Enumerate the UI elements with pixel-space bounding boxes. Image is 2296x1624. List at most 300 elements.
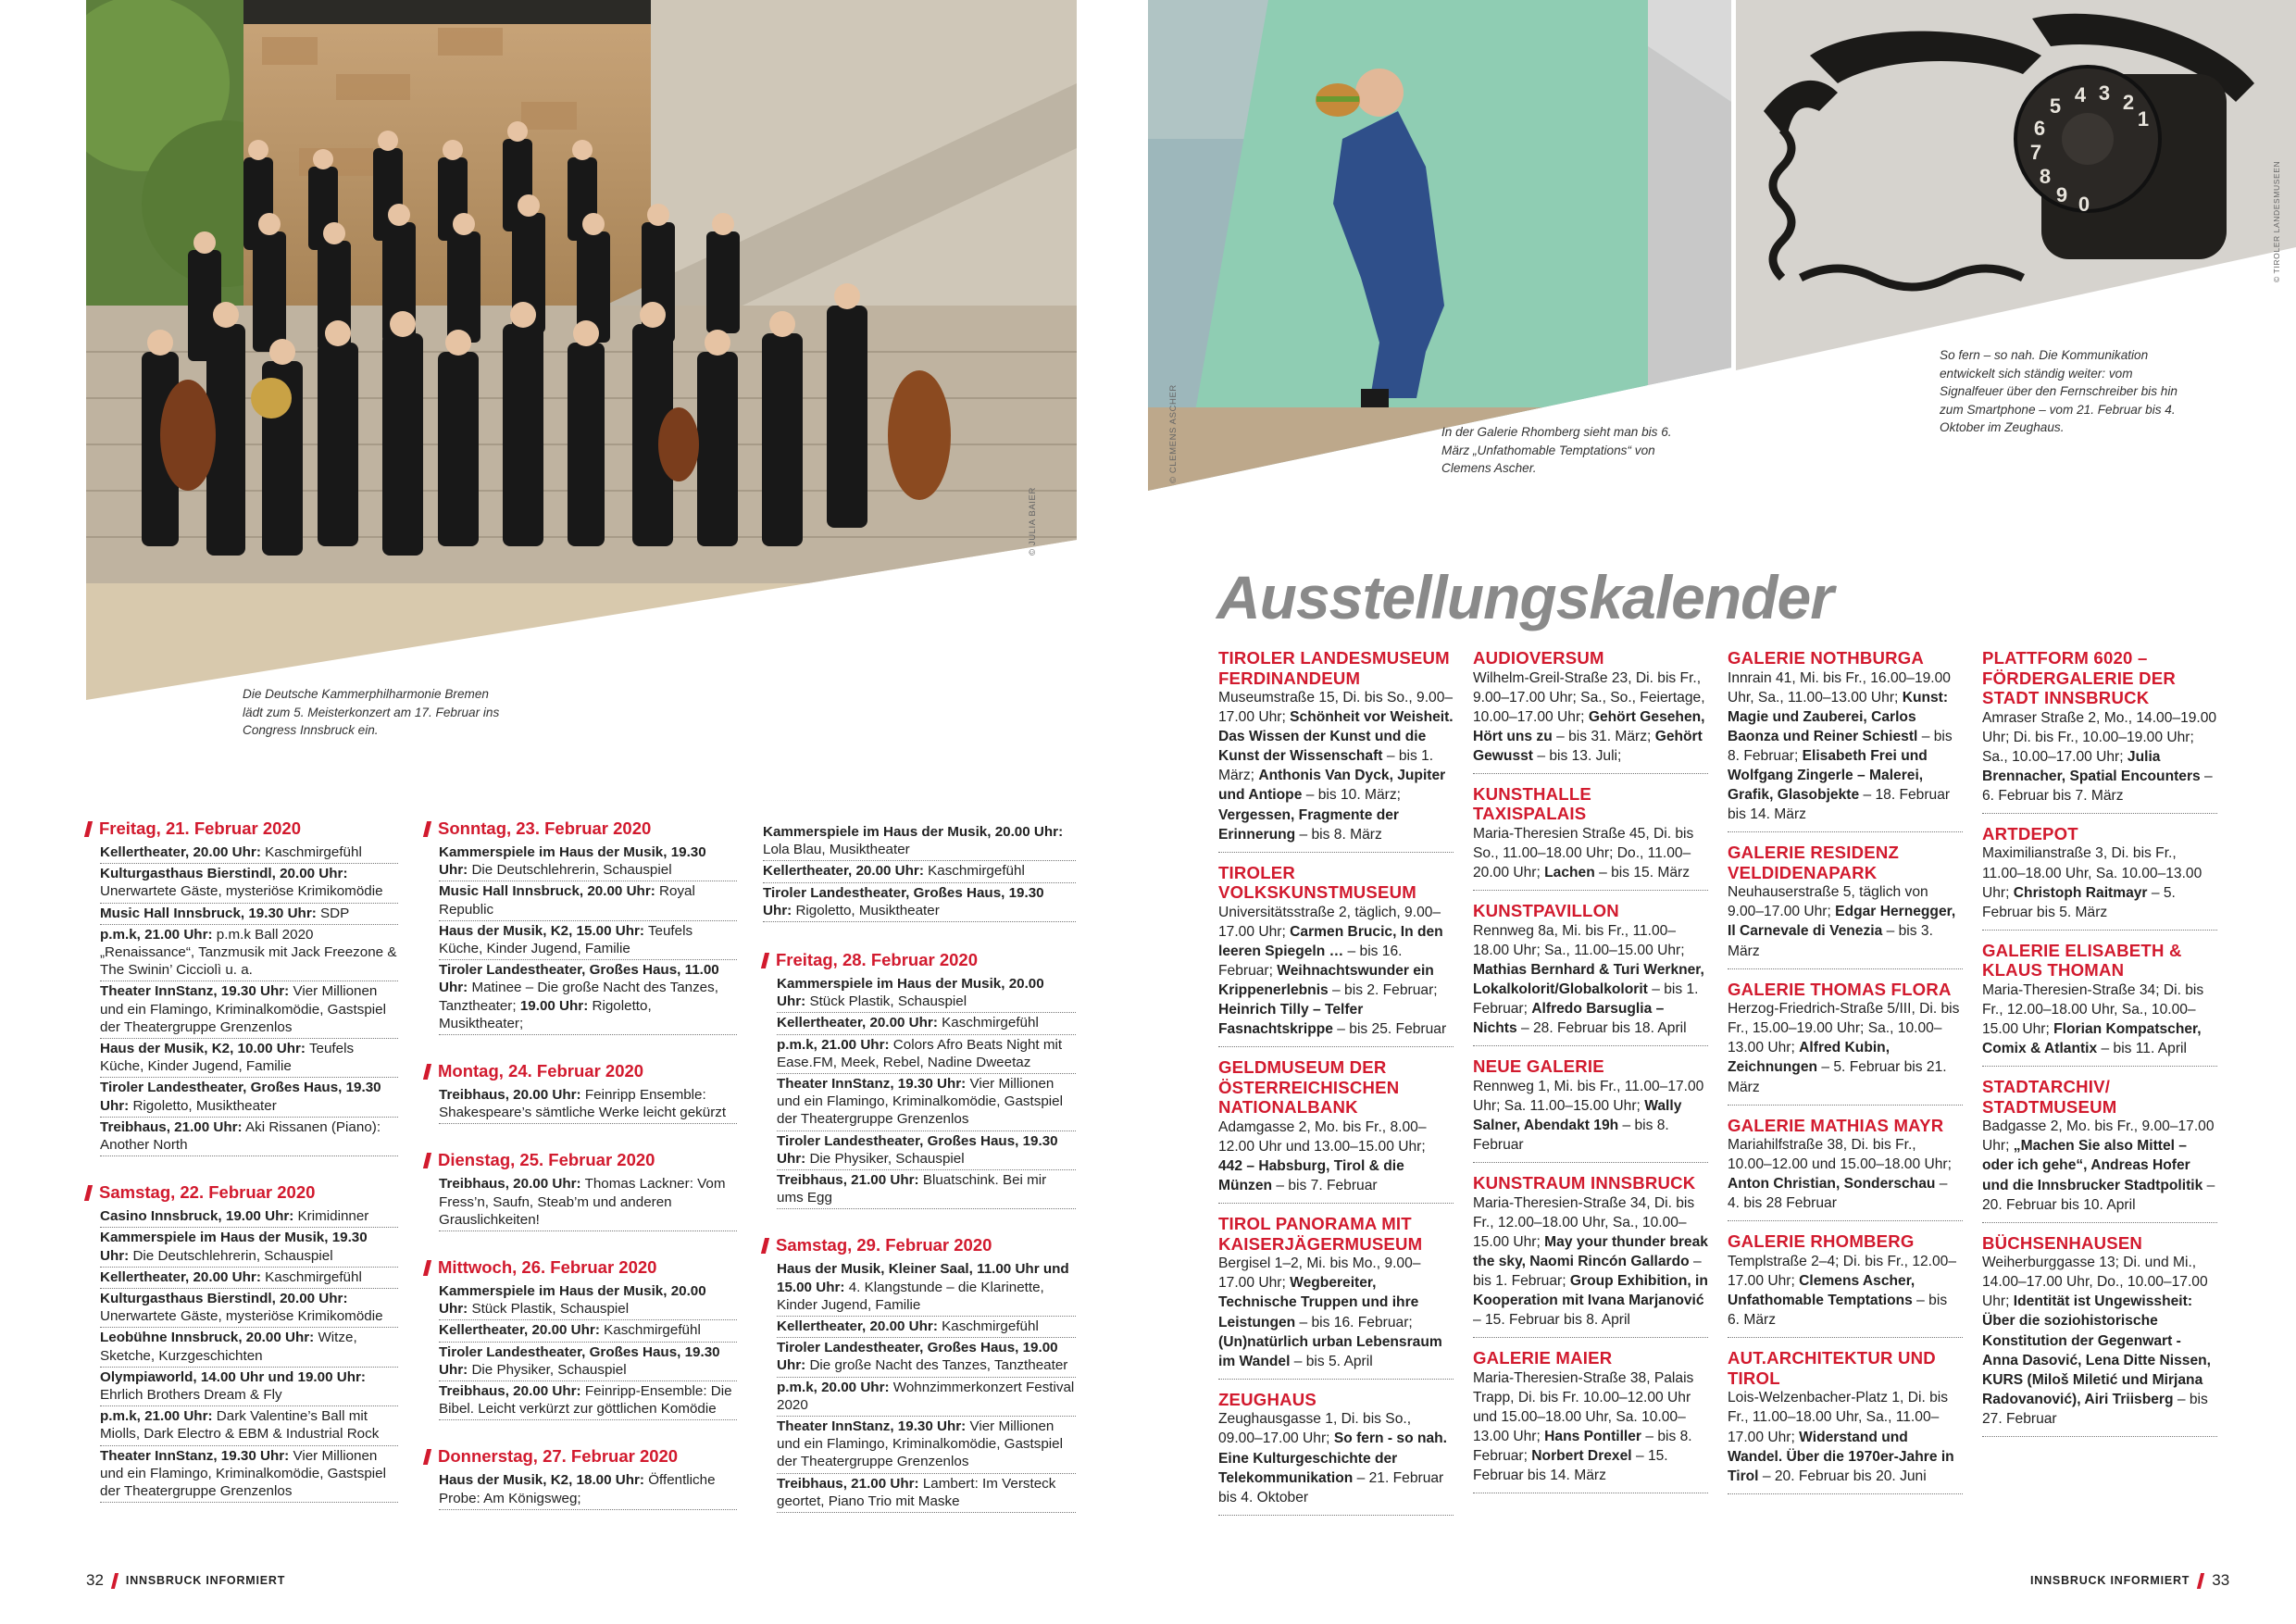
- page-number-left: 32: [86, 1571, 104, 1589]
- events-column-1: [86, 818, 398, 1529]
- day-block: [425, 1061, 737, 1124]
- day-date: Freitag, 28. Februar 2020: [776, 950, 978, 970]
- day-heading: [425, 1061, 737, 1081]
- event-venue: Kammerspiele im Haus der Musik, 20.00 Uhr:: [439, 1283, 706, 1318]
- exhibition-title: So fern - so nah. Eine Kulturgeschichte der Telekommunikation: [1218, 1430, 1448, 1486]
- exhibition-title: „Machen Sie also Mittel – oder ich gehe“, Andreas Hofer und die Innsbrucker Stadtpolitik: [1982, 1138, 2203, 1193]
- exhibition-entry: [1728, 1231, 1963, 1338]
- event-item: [100, 843, 398, 864]
- exhibition-info: – bis 7. Februar: [1272, 1178, 1378, 1194]
- exhibition-info: – bis 1. Februar;: [1473, 981, 1699, 1018]
- event-title: Die große Nacht des Tanzes, Tanztheater: [809, 1357, 1068, 1374]
- event-venue: Kellertheater, 20.00 Uhr:: [777, 1318, 938, 1335]
- exhibition-info: Wilhelm-Greil-Straße 23, Di. bis Fr., 9.00–17.00 Uhr; Sa., So., Feiertage, 10.00–17.00 Uhr;: [1473, 669, 1705, 725]
- exhibition-details: [1473, 824, 1708, 891]
- exhibition-venue-name: TIROL PANORAMA MIT KAISERJÄGERMUSEUM: [1218, 1214, 1423, 1254]
- event-item: [100, 925, 398, 982]
- event-item: [100, 1446, 398, 1504]
- day-block: [425, 1257, 737, 1420]
- exhibition-venue-name: KUNSTPAVILLON: [1473, 901, 1619, 921]
- exhibition-info: – 4. bis 28 Februar: [1728, 1176, 1948, 1212]
- event-venue: Treibhaus, 21.00 Uhr:: [100, 1118, 243, 1135]
- exhibition-title: May your thunder break the sky, Naomi Rincón Gallardo: [1473, 1233, 1708, 1269]
- event-title: Vier Millionen und ein Flamingo, Kriminalkomödie, Gastspiel der Theatergruppe Grenzenlos: [100, 1447, 386, 1500]
- exhibition-venue-name: AUDIOVERSUM: [1473, 648, 1604, 668]
- exhibition-info: – bis 8. Februar: [1473, 1118, 1669, 1154]
- exhibition-venue-name: GALERIE MATHIAS MAYR: [1728, 1115, 1944, 1135]
- exhibition-info: – bis 3. März: [1728, 923, 1933, 959]
- exhibition-info: Mariahilfstraße 38, Di. bis Fr., 10.00–12.00 und 15.00–18.00 Uhr;: [1728, 1137, 1952, 1173]
- event-item: [439, 843, 737, 881]
- exhibition-info: – bis 15. März: [1594, 865, 1691, 881]
- dial-digit: 1: [2137, 107, 2150, 131]
- event-item: [100, 904, 398, 925]
- slash-marker: [111, 1573, 119, 1589]
- event-item: [439, 1281, 737, 1320]
- exhibition-info: – bis 16. Februar;: [1218, 943, 1403, 980]
- exhibition-info: – bis 8. Februar;: [1473, 1429, 1692, 1465]
- exhibition-info: Weiherburggasse 13; Di. und Mi., 14.00–17.00 Uhr, Do., 10.00–17.00 Uhr;: [1982, 1255, 2208, 1310]
- exhibition-title: Group Exhibition, in Kooperation mit Ivana Marjanović: [1473, 1273, 1708, 1309]
- exhibition-info: Rennweg 1, Mi. bis Fr., 11.00–17.00 Uhr; Sa. 11.00–15.00 Uhr;: [1473, 1078, 1704, 1114]
- day-date: Donnerstag, 27. Februar 2020: [438, 1446, 679, 1467]
- footer-right: [2030, 1571, 2229, 1590]
- exhibition-entry: [1218, 1214, 1454, 1380]
- exhibition-details: [1218, 1118, 1454, 1204]
- event-venue: p.m.k, 21.00 Uhr:: [777, 1036, 890, 1053]
- event-venue: Treibhaus, 21.00 Uhr:: [777, 1172, 919, 1189]
- event-item: [100, 1289, 398, 1328]
- event-item: [100, 1268, 398, 1289]
- exhibition-info: Badgasse 2, Mo. bis Fr., 9.00–17.00 Uhr;: [1982, 1118, 2215, 1155]
- exhibition-info: Templstraße 2–4; Di. bis Fr., 12.00–17.00 Uhr;: [1728, 1253, 1957, 1290]
- exhibition-info: – bis 5. April: [1290, 1353, 1373, 1369]
- event-item: [100, 1206, 398, 1228]
- event-venue: p.m.k, 20.00 Uhr:: [777, 1379, 890, 1395]
- slash-marker: [84, 1185, 93, 1201]
- event-venue: Kellertheater, 20.00 Uhr:: [763, 863, 924, 880]
- photo-credit: © JULIA BAIER: [1028, 487, 1038, 556]
- event-venue: Theater InnStanz, 19.30 Uhr:: [777, 1418, 967, 1435]
- exhibition-info: – bis 16. Februar;: [1295, 1314, 1413, 1330]
- exhibition-title: Alfredo Barsuglia – Nichts: [1473, 1001, 1665, 1037]
- event-venue: Treibhaus, 20.00 Uhr:: [439, 1087, 581, 1104]
- event-title: Rigoletto, Musiktheater: [132, 1097, 277, 1114]
- event-venue: Treibhaus, 21.00 Uhr:: [777, 1475, 919, 1492]
- event-title: Matinee – Die große Nacht des Tanzes, Tanztheater;: [439, 980, 718, 1014]
- slash-marker: [423, 1260, 431, 1276]
- exhibition-info: Innrain 41, Mi. bis Fr., 16.00–19.00 Uhr, Sa., 11.00–13.00 Uhr;: [1728, 669, 1951, 706]
- day-heading: [763, 1235, 1076, 1255]
- event-item: [777, 1074, 1076, 1131]
- exhibition-title: Heinrich Tilly – Telfer Fasnachtskrippe: [1218, 1002, 1364, 1038]
- exhibition-details: [1728, 1252, 1963, 1338]
- exhibition-details: [1728, 882, 1963, 968]
- exhibition-title: Wegbereiter, Technische Truppen und ihre Leistungen: [1218, 1275, 1419, 1330]
- slash-marker: [84, 821, 93, 837]
- photo-credit-phone: © TIROLER LANDESMUSEEN: [2272, 160, 2281, 282]
- exhibition-title: Vergessen, Fragmente der Erinnerung: [1218, 806, 1400, 843]
- exhibition-title: Gehört Gewusst: [1473, 728, 1703, 764]
- exhibition-details: [1473, 1193, 1708, 1339]
- event-item: [763, 883, 1076, 922]
- slash-marker: [423, 821, 431, 837]
- exhibition-title: Florian Kompatscher, Comix & Atlantix: [1982, 1021, 2202, 1057]
- exhibition-title: Anton Christian, Sonderschau: [1728, 1176, 1936, 1193]
- event-title: Rigoletto, Musiktheater;: [439, 997, 652, 1031]
- day-heading: [425, 1150, 737, 1170]
- slash-marker: [423, 1153, 431, 1168]
- exhibition-title: Weihnachtswunder ein Krippenerlebnis: [1218, 963, 1434, 999]
- exhibition-info: – bis 1. März;: [1218, 748, 1434, 784]
- event-item: [100, 864, 398, 903]
- footer-left: [86, 1571, 285, 1590]
- exhibition-venue-name: ZEUGHAUS: [1218, 1389, 1316, 1409]
- day-heading: [86, 1182, 398, 1203]
- exhibition-title: Lachen: [1544, 865, 1595, 881]
- event-title: Lola Blau, Musiktheater: [763, 842, 910, 858]
- exhibition-info: – 28. Februar bis 18. April: [1516, 1020, 1687, 1037]
- exhibition-entry: [1473, 784, 1708, 891]
- event-item: [100, 1118, 398, 1156]
- exhibition-details: [1982, 1117, 2217, 1222]
- photo-credit-burger: © CLEMENS ASCHER: [1168, 384, 1179, 483]
- exhibition-details: [1982, 1253, 2217, 1437]
- exhibition-info: – 5. Februar bis 21. März: [1728, 1059, 1947, 1095]
- event-venue: Treibhaus, 20.00 Uhr:: [439, 1176, 581, 1193]
- event-title: Teufels Küche, Kinder Jugend, Familie: [100, 1041, 355, 1075]
- event-title: Stück Plastik, Schauspiel: [471, 1301, 630, 1318]
- event-venue: 19.00 Uhr:: [519, 997, 589, 1014]
- dial-digit: 9: [2055, 183, 2068, 206]
- events-column-2: [425, 818, 737, 1536]
- day-block: [86, 1182, 398, 1503]
- exhibition-venue-name: TIROLER VOLKSKUNSTMUSEUM: [1218, 862, 1416, 903]
- event-item: [439, 1381, 737, 1420]
- dial-digit: 7: [2029, 141, 2042, 164]
- slash-marker: [761, 1238, 769, 1254]
- event-venue: Kellertheater, 20.00 Uhr:: [100, 1268, 261, 1285]
- day-block: [425, 1446, 737, 1509]
- exhibition-venue-name: GALERIE NOTHBURGA: [1728, 648, 1925, 668]
- exhibition-info: – bis 25. Februar: [1332, 1021, 1447, 1038]
- exhibition-info: – 15. Februar bis 14. März: [1473, 1448, 1668, 1484]
- photo-caption: Die Deutsche Kammerphilharmonie Bremen lädt zum 5. Meisterkonzert am 17. Februar ins Congress Innsbruck ein.: [243, 687, 500, 737]
- event-title: Unerwartete Gäste, mysteriöse Krimikomödie: [100, 883, 383, 900]
- exhibition-entry: [1473, 1173, 1708, 1338]
- exhibition-details: [1218, 1254, 1454, 1380]
- event-item: [777, 1013, 1076, 1034]
- exhibition-entry: [1982, 941, 2217, 1067]
- exhibition-info: Museumstraße 15, Di. bis So., 9.00–17.00 Uhr;: [1218, 690, 1454, 726]
- event-title: Colors Afro Beats Night mit Ease.FM, Meek, Rebel, Nadine Dweetaz: [777, 1036, 1063, 1070]
- event-venue: Olympiaworld, 14.00 Uhr und 19.00 Uhr:: [100, 1368, 366, 1385]
- event-item: [100, 1406, 398, 1445]
- exhibition-entry: [1218, 648, 1454, 853]
- footer-label-right: INNSBRUCK INFORMIERT: [2030, 1574, 2190, 1587]
- exhibition-info: – bis 8. März: [1295, 826, 1382, 843]
- event-item: [100, 981, 398, 1039]
- event-title: 4. Klangstunde – die Klarinette, Kinder Jugend, Familie: [777, 1279, 1044, 1313]
- event-item: [100, 1368, 398, 1406]
- day-heading: [425, 1257, 737, 1278]
- event-venue: p.m.k, 21.00 Uhr:: [100, 1408, 213, 1425]
- exhibition-entry: [1473, 901, 1708, 1046]
- event-venue: Tiroler Landestheater, Großes Haus, 11.00 Uhr:: [439, 962, 719, 996]
- exhibition-venue-name: PLATTFORM 6020 – FÖRDERGALERIE DER STADT INNSBRUCK: [1982, 648, 2176, 707]
- event-venue: Theater InnStanz, 19.30 Uhr:: [100, 1447, 290, 1464]
- exhibition-title: Wally Salner, Abendakt 19h: [1473, 1097, 1682, 1133]
- event-title: Kaschmirgefühl: [942, 1015, 1039, 1031]
- exhibition-entry: [1728, 1116, 1963, 1222]
- event-item: [439, 1320, 737, 1342]
- exhibition-info: – bis 31. März;: [1552, 728, 1655, 744]
- event-title: Kaschmirgefühl: [265, 1268, 362, 1285]
- exhibition-info: Adamgasse 2, Mo. bis Fr., 8.00–12.00 Uhr und 13.00–15.00 Uhr;: [1218, 1118, 1427, 1155]
- exhibition-info: – bis 1. Februar;: [1473, 1253, 1702, 1290]
- event-title: Öffentliche Probe: Am Königsweg;: [439, 1472, 716, 1506]
- exhibition-venue-name: BÜCHSENHAUSEN: [1982, 1232, 2143, 1253]
- exhibition-title: Gehört Gesehen, Hört uns zu: [1473, 708, 1705, 744]
- event-venue: Haus der Musik, K2, 10.00 Uhr:: [100, 1041, 306, 1057]
- event-venue: Kellertheater, 20.00 Uhr:: [777, 1015, 938, 1031]
- exhibition-title: Anthonis Van Dyck, Jupiter und Antiope: [1218, 768, 1446, 804]
- event-venue: Tiroler Landestheater, Großes Haus, 19.00 Uhr:: [777, 1340, 1058, 1374]
- event-title: Kaschmirgefühl: [265, 844, 362, 860]
- exhibition-title: Schönheit vor Weisheit. Das Wissen der Kunst und die Kunst der Wissenschaft: [1218, 709, 1454, 765]
- event-title: Aki Rissanen (Piano): Another North: [100, 1118, 381, 1154]
- event-venue: Treibhaus, 20.00 Uhr:: [439, 1383, 581, 1400]
- event-item: [100, 1328, 398, 1367]
- event-title: Witze, Sketche, Kurzgeschichten: [100, 1330, 357, 1364]
- event-title: p.m.k Ball 2020 „Renaissance“, Tanzmusik mit Jack Freezone & The Swinin’ Cicciolì u. a.: [100, 926, 397, 979]
- dial-digit: 2: [2122, 91, 2135, 114]
- event-venue: Kammerspiele im Haus der Musik, 20.00 Uhr:: [763, 824, 1064, 840]
- exhibition-venue-name: NEUE GALERIE: [1473, 1056, 1604, 1077]
- event-item: [100, 1078, 398, 1117]
- exhibition-column-4: [1982, 648, 2217, 1447]
- event-venue: Haus der Musik, K2, 15.00 Uhr:: [439, 922, 644, 939]
- day-date: Dienstag, 25. Februar 2020: [438, 1150, 655, 1170]
- day-date: Sonntag, 23. Februar 2020: [438, 818, 652, 838]
- exhibition-info: Maria-Theresien-Straße 34, Di. bis Fr., 12.00–18.00 Uhr, Sa., 10.00–15.00 Uhr;: [1473, 1194, 1695, 1250]
- exhibition-entry: [1473, 648, 1708, 774]
- page-number-right: 33: [2212, 1571, 2230, 1589]
- exhibition-title: Christoph Raitmayr: [2013, 884, 2148, 901]
- event-title: Die Deutschlehrerin, Schauspiel: [132, 1247, 333, 1264]
- exhibition-info: Maria-Theresien-Straße 38, Palais Trapp, Di. bis Fr. 10.00–12.00 Uhr und 15.00–18.00 Uhr, Sa. 10.00–13.00 Uhr;: [1473, 1369, 1694, 1445]
- event-venue: Theater InnStanz, 19.30 Uhr:: [777, 1076, 967, 1093]
- event-item: [777, 1338, 1076, 1377]
- day-date: Freitag, 21. Februar 2020: [99, 818, 301, 838]
- event-item: [777, 1170, 1076, 1209]
- exhibition-info: Amraser Straße 2, Mo., 14.00–19.00 Uhr; Di. bis Fr., 10.00–19.00 Uhr; Sa., 10.00–17.00 Uhr;: [1982, 709, 2217, 765]
- exhibition-title: Clemens Ascher, Unfathomable Temptations: [1728, 1273, 1915, 1309]
- exhibition-venue-name: GALERIE RESIDENZ VELDIDENAPARK: [1728, 843, 1900, 882]
- event-title: Vier Millionen und ein Flamingo, Kriminalkomödie, Gastspiel der Theatergruppe Grenzenlos: [777, 1418, 1063, 1470]
- event-venue: Kellertheater, 20.00 Uhr:: [439, 1322, 600, 1339]
- slash-marker: [423, 1064, 431, 1080]
- event-title: Royal Republic: [439, 883, 695, 918]
- exhibition-entry: [1982, 1077, 2217, 1222]
- event-title: Ehrlich Brothers Dream & Fly: [100, 1387, 282, 1404]
- exhibition-info: – 15. Februar bis 8. April: [1473, 1312, 1630, 1329]
- exhibition-entry: [1728, 648, 1963, 832]
- exhibition-details: [1473, 1077, 1708, 1163]
- event-venue: Music Hall Innsbruck, 19.30 Uhr:: [100, 905, 317, 921]
- exhibition-entry: [1218, 1390, 1454, 1516]
- event-title: Stück Plastik, Schauspiel: [809, 993, 967, 1010]
- event-item: [777, 1035, 1076, 1074]
- exhibition-title: Julia Brennacher, Spatial Encounters: [1982, 748, 2201, 784]
- event-title: Thomas Lackner: Vom Fress’n, Saufn, Steab’m und anderen Grauslichkeiten!: [439, 1176, 726, 1228]
- event-venue: Casino Innsbruck, 19.00 Uhr:: [100, 1208, 294, 1225]
- day-block: [86, 818, 398, 1156]
- exhibition-title: Carmen Brucic, In den leeren Spiegeln …: [1218, 923, 1443, 959]
- event-title: Kaschmirgefühl: [942, 1318, 1039, 1335]
- event-title: SDP: [320, 905, 350, 921]
- exhibition-column-3: [1728, 648, 1963, 1505]
- exhibition-info: Herzog-Friedrich-Straße 5/III, Di. bis Fr., 15.00–19.00 Uhr; Sa., 10.00–13.00 Uhr;: [1728, 1001, 1960, 1056]
- exhibition-info: – bis 6. März: [1728, 1293, 1948, 1329]
- event-venue: p.m.k, 21.00 Uhr:: [100, 926, 213, 943]
- exhibition-details: [1473, 921, 1708, 1047]
- exhibition-entry: [1473, 1348, 1708, 1493]
- day-heading: [425, 1446, 737, 1467]
- events-column-3: [763, 822, 1076, 1539]
- event-venue: Tiroler Landestheater, Großes Haus, 19.30 Uhr:: [100, 1080, 381, 1114]
- day-heading: [86, 818, 398, 839]
- exhibition-entry: [1728, 843, 1963, 968]
- event-title: Dark Valentine’s Ball mit Miolls, Dark Electro & EBM & Industrial Rock: [100, 1408, 380, 1443]
- dial-digit: 6: [2033, 117, 2046, 140]
- exhibition-entry: [1982, 648, 2217, 814]
- slash-marker: [2197, 1573, 2204, 1589]
- exhibition-column-2: [1473, 648, 1708, 1504]
- dial-digit: 3: [2098, 81, 2111, 105]
- exhibition-info: Maximilianstraße 3, Di. bis Fr., 11.00–18.00 Uhr, Sa. 10.00–13.00 Uhr;: [1982, 845, 2202, 901]
- exhibition-title: (Un)natürlich urban Lebensraum im Wandel: [1218, 1333, 1442, 1369]
- exhibition-info: – 6. Februar bis 7. März: [1982, 768, 2213, 804]
- event-venue: Haus der Musik, K2, 18.00 Uhr:: [439, 1472, 644, 1489]
- event-item: [777, 1317, 1076, 1338]
- event-title: Lambert: Im Versteck geortet, Piano Trio mit Maske: [777, 1475, 1056, 1509]
- exhibition-calendar-title: Ausstellungskalender: [1217, 563, 1833, 631]
- event-item: [439, 1085, 737, 1124]
- exhibition-entry: [1982, 1233, 2217, 1437]
- exhibition-details: [1728, 1388, 1963, 1493]
- event-title: Die Deutschlehrerin, Schauspiel: [471, 862, 672, 879]
- exhibition-info: – bis 27. Februar: [1982, 1391, 2208, 1427]
- exhibition-title: Widerstand und Wandel. Über die 1970er-Jahre in Tirol: [1728, 1429, 1954, 1484]
- event-item: [763, 861, 1076, 882]
- exhibition-title: Mathias Bernhard & Turi Werkner, Lokalkolorit/Globalkolorit: [1473, 961, 1704, 998]
- event-title: Bluatschink. Bei mir ums Egg: [777, 1172, 1047, 1206]
- dial-digit: 0: [2078, 193, 2090, 216]
- exhibition-info: – bis 8. Februar;: [1728, 728, 1953, 764]
- event-item: [100, 1228, 398, 1267]
- exhibition-info: Rennweg 8a, Mi. bis Fr., 11.00–18.00 Uhr; Sa., 11.00–15.00 Uhr;: [1473, 922, 1685, 958]
- event-title: Teufels Küche, Kinder Jugend, Familie: [439, 922, 693, 957]
- exhibition-title: Alfred Kubin, Zeichnungen: [1728, 1040, 1890, 1076]
- event-title: Vier Millionen und ein Flamingo, Kriminalkomödie, Gastspiel der Theatergruppe Grenzenlos: [100, 983, 386, 1035]
- day-block: [763, 1235, 1076, 1513]
- event-title: Krimidinner: [297, 1208, 369, 1225]
- exhibition-info: Universitätsstraße 2, täglich, 9.00–17.00 Uhr;: [1218, 904, 1441, 940]
- event-venue: Kellertheater, 20.00 Uhr:: [100, 844, 261, 860]
- phone-caption: So fern – so nah. Die Kommunikation entwickelt sich ständig weiter: vom Signalfeuer über den Fernschreiber bis hin zum Smartphone – vom 21. Februar bis 4. Oktober im Zeughaus.: [1940, 348, 2177, 434]
- event-venue: Kulturgasthaus Bierstindl, 20.00 Uhr:: [100, 866, 348, 882]
- exhibition-column-1: [1218, 648, 1454, 1526]
- exhibition-info: Bergisel 1–2, Mi. bis Mo., 9.00–17.00 Uhr;: [1218, 1255, 1421, 1292]
- exhibition-entry: [1473, 1056, 1708, 1163]
- orchestra-photo: [86, 0, 1077, 700]
- exhibition-details: [1728, 668, 1963, 833]
- event-venue: Kammerspiele im Haus der Musik, 19.30 Uhr:: [100, 1230, 368, 1264]
- event-item: [777, 1378, 1076, 1417]
- event-item: [439, 1174, 737, 1231]
- day-heading: [763, 950, 1076, 970]
- day-date: Mittwoch, 26. Februar 2020: [438, 1257, 657, 1278]
- exhibition-title: Edgar Hernegger, Il Carnevale di Venezia: [1728, 904, 1956, 940]
- event-item: [777, 1417, 1076, 1474]
- day-heading: [425, 818, 737, 839]
- exhibition-entry: [1218, 1057, 1454, 1204]
- slash-marker: [423, 1449, 431, 1465]
- exhibition-title: 442 – Habsburg, Tirol & die Münzen: [1218, 1158, 1404, 1194]
- exhibition-info: – bis 13. Juli;: [1533, 747, 1622, 764]
- event-title: Kaschmirgefühl: [928, 863, 1025, 880]
- exhibition-venue-name: KUNSTHALLE TAXISPALAIS: [1473, 783, 1592, 824]
- event-item: [439, 881, 737, 920]
- event-item: [777, 1131, 1076, 1170]
- exhibition-title: Identität ist Ungewissheit: Über die soziohistorische Konstitution der Gegenwart - Anna Dasović, Lena Ditte Nissen, KURS (Miloš Miletić und Mirjana Radovanović), Airi Triisberg: [1982, 1293, 2211, 1407]
- exhibition-info: Lois-Welzenbacher-Platz 1, Di. bis Fr., 11.00–18.00 Uhr, Sa., 11.00–17.00 Uhr;: [1728, 1390, 1949, 1445]
- exhibition-venue-name: GALERIE RHOMBERG: [1728, 1231, 1915, 1252]
- exhibition-details: [1473, 1368, 1708, 1494]
- exhibition-venue-name: AUT.ARCHITEKTUR UND TIROL: [1728, 1348, 1936, 1388]
- exhibition-venue-name: KUNSTRAUM INNSBRUCK: [1473, 1173, 1696, 1193]
- exhibition-details: [1728, 1135, 1963, 1221]
- exhibition-entry: [1728, 1348, 1963, 1493]
- day-block-continued: [763, 822, 1076, 922]
- exhibition-venue-name: GELDMUSEUM DER ÖSTERREICHISCHEN NATIONALBANK: [1218, 1057, 1400, 1118]
- event-venue: Haus der Musik, Kleiner Saal, 11.00 Uhr und 15.00 Uhr:: [777, 1261, 1069, 1295]
- exhibition-venue-name: GALERIE THOMAS FLORA: [1728, 979, 1952, 999]
- exhibition-info: – 21. Februar bis 4. Oktober: [1218, 1469, 1444, 1505]
- exhibition-details: [1218, 688, 1454, 853]
- event-item: [763, 822, 1076, 861]
- day-date: Montag, 24. Februar 2020: [438, 1061, 644, 1081]
- event-title: Kaschmirgefühl: [604, 1322, 701, 1339]
- event-item: [777, 974, 1076, 1013]
- exhibition-info: – 5. Februar bis 5. März: [1982, 884, 2176, 920]
- exhibition-info: – 18. Februar bis 14. März: [1728, 787, 1951, 823]
- exhibition-details: [1982, 843, 2217, 930]
- dial-digit: 8: [2039, 165, 2052, 188]
- day-block: [425, 818, 737, 1035]
- event-title: Die Physiker, Schauspiel: [471, 1361, 627, 1378]
- exhibition-details: [1218, 1409, 1454, 1515]
- event-title: Die Physiker, Schauspiel: [809, 1150, 965, 1167]
- burger-caption: In der Galerie Rhomberg sieht man bis 6. März „Unfathomable Temptations“ von Clemens Ascher.: [1441, 425, 1672, 475]
- event-item: [439, 921, 737, 960]
- exhibition-info: – 20. Februar bis 20. Juni: [1758, 1468, 1927, 1484]
- exhibition-title: Elisabeth Frei und Wolfgang Zingerle – Malerei, Grafik, Glasobjekte: [1728, 747, 1928, 804]
- event-item: [439, 1470, 737, 1509]
- event-venue: Kammerspiele im Haus der Musik, 20.00 Uhr:: [777, 976, 1044, 1010]
- day-date: Samstag, 29. Februar 2020: [776, 1235, 992, 1255]
